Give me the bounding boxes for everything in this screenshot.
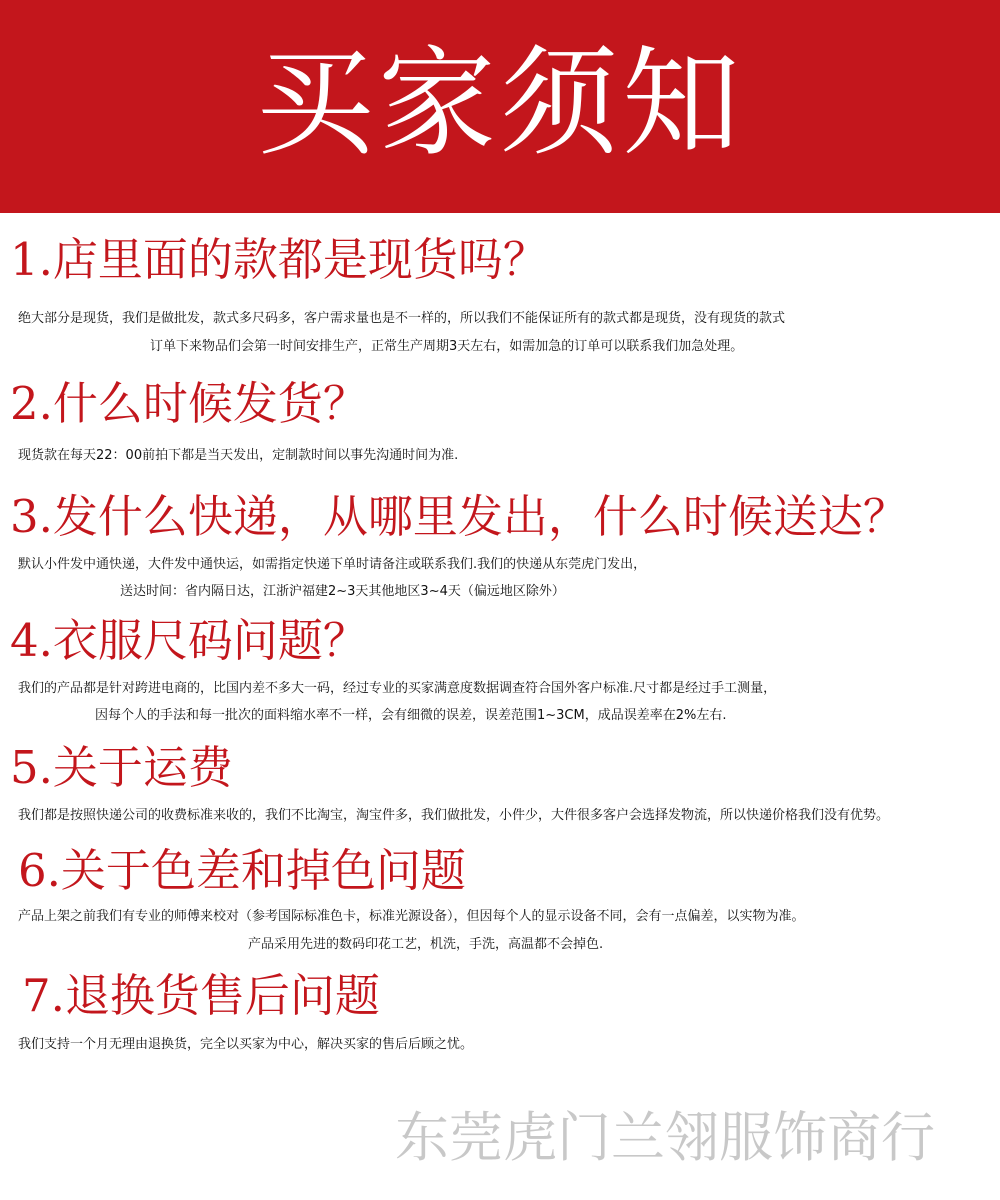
section-1-question: 1.店里面的款都是现货吗？ [10,233,548,286]
section-6-answer-line-1: 产品上架之前我们有专业的师傅来校对（参考国际标准色卡，标准光源设备），但因每个人的显示设备不同，会有一点偏差，以实物为准。 [18,909,805,924]
section-4-answer-line-2: 因每个人的手法和每一批次的面料缩水率不一样，会有细微的误差，误差范围1~3CM，成品误差率在2%左右. [95,708,727,723]
section-2-question: 2.什么时候发货？ [10,377,368,430]
shop-name-watermark: 东莞虎门兰翎服饰商行 [395,1106,935,1169]
section-6-answer-line-2: 产品采用先进的数码印花工艺，机洗，手洗，高温都不会掉色. [248,937,604,952]
section-3-answer-line-2: 送达时间：省内隔日达，江浙沪福建2~3天其他地区3~4天（偏远地区除外） [120,584,565,599]
section-3-answer-line-1: 默认小件发中通快递，大件发中通快运，如需指定快递下单时请备注或联系我们.我们的快递从东莞虎门发出， [18,557,647,572]
page-title: 买家须知 [255,34,744,172]
section-7-question: 7.退换货售后问题 [22,969,380,1022]
section-3-question: 3.发什么快递，从哪里发出，什么时候送达？ [10,490,908,543]
section-4-answer-line-1: 我们的产品都是针对跨进电商的，比国内差不多大一码，经过专业的买家满意度数据调查符合国外客户标准.尺寸都是经过手工测量， [18,681,777,696]
section-7-answer-line-1: 我们支持一个月无理由退换货，完全以买家为中心，解决买家的售后后顾之忧。 [18,1037,474,1052]
section-5-answer-line-1: 我们都是按照快递公司的收费标准来收的，我们不比淘宝，淘宝件多，我们做批发，小件少，大件很多客户会选择发物流，所以快递价格我们没有优势。 [18,808,890,823]
section-1-answer-line-2: 订单下来物品们会第一时间安排生产，正常生产周期3天左右，如需加急的订单可以联系我们加急处理。 [150,339,744,354]
section-4-question: 4.衣服尺码问题？ [10,614,368,667]
section-1-answer-line-1: 绝大部分是现货，我们是做批发，款式多尺码多，客户需求量也是不一样的，所以我们不能保证所有的款式都是现货，没有现货的款式 [18,311,786,326]
section-2-answer-line-1: 现货款在每天22：00前拍下都是当天发出，定制款时间以事先沟通时间为准. [18,448,459,463]
section-6-question: 6.关于色差和掉色问题 [18,844,466,897]
section-5-question: 5.关于运费 [10,741,233,794]
